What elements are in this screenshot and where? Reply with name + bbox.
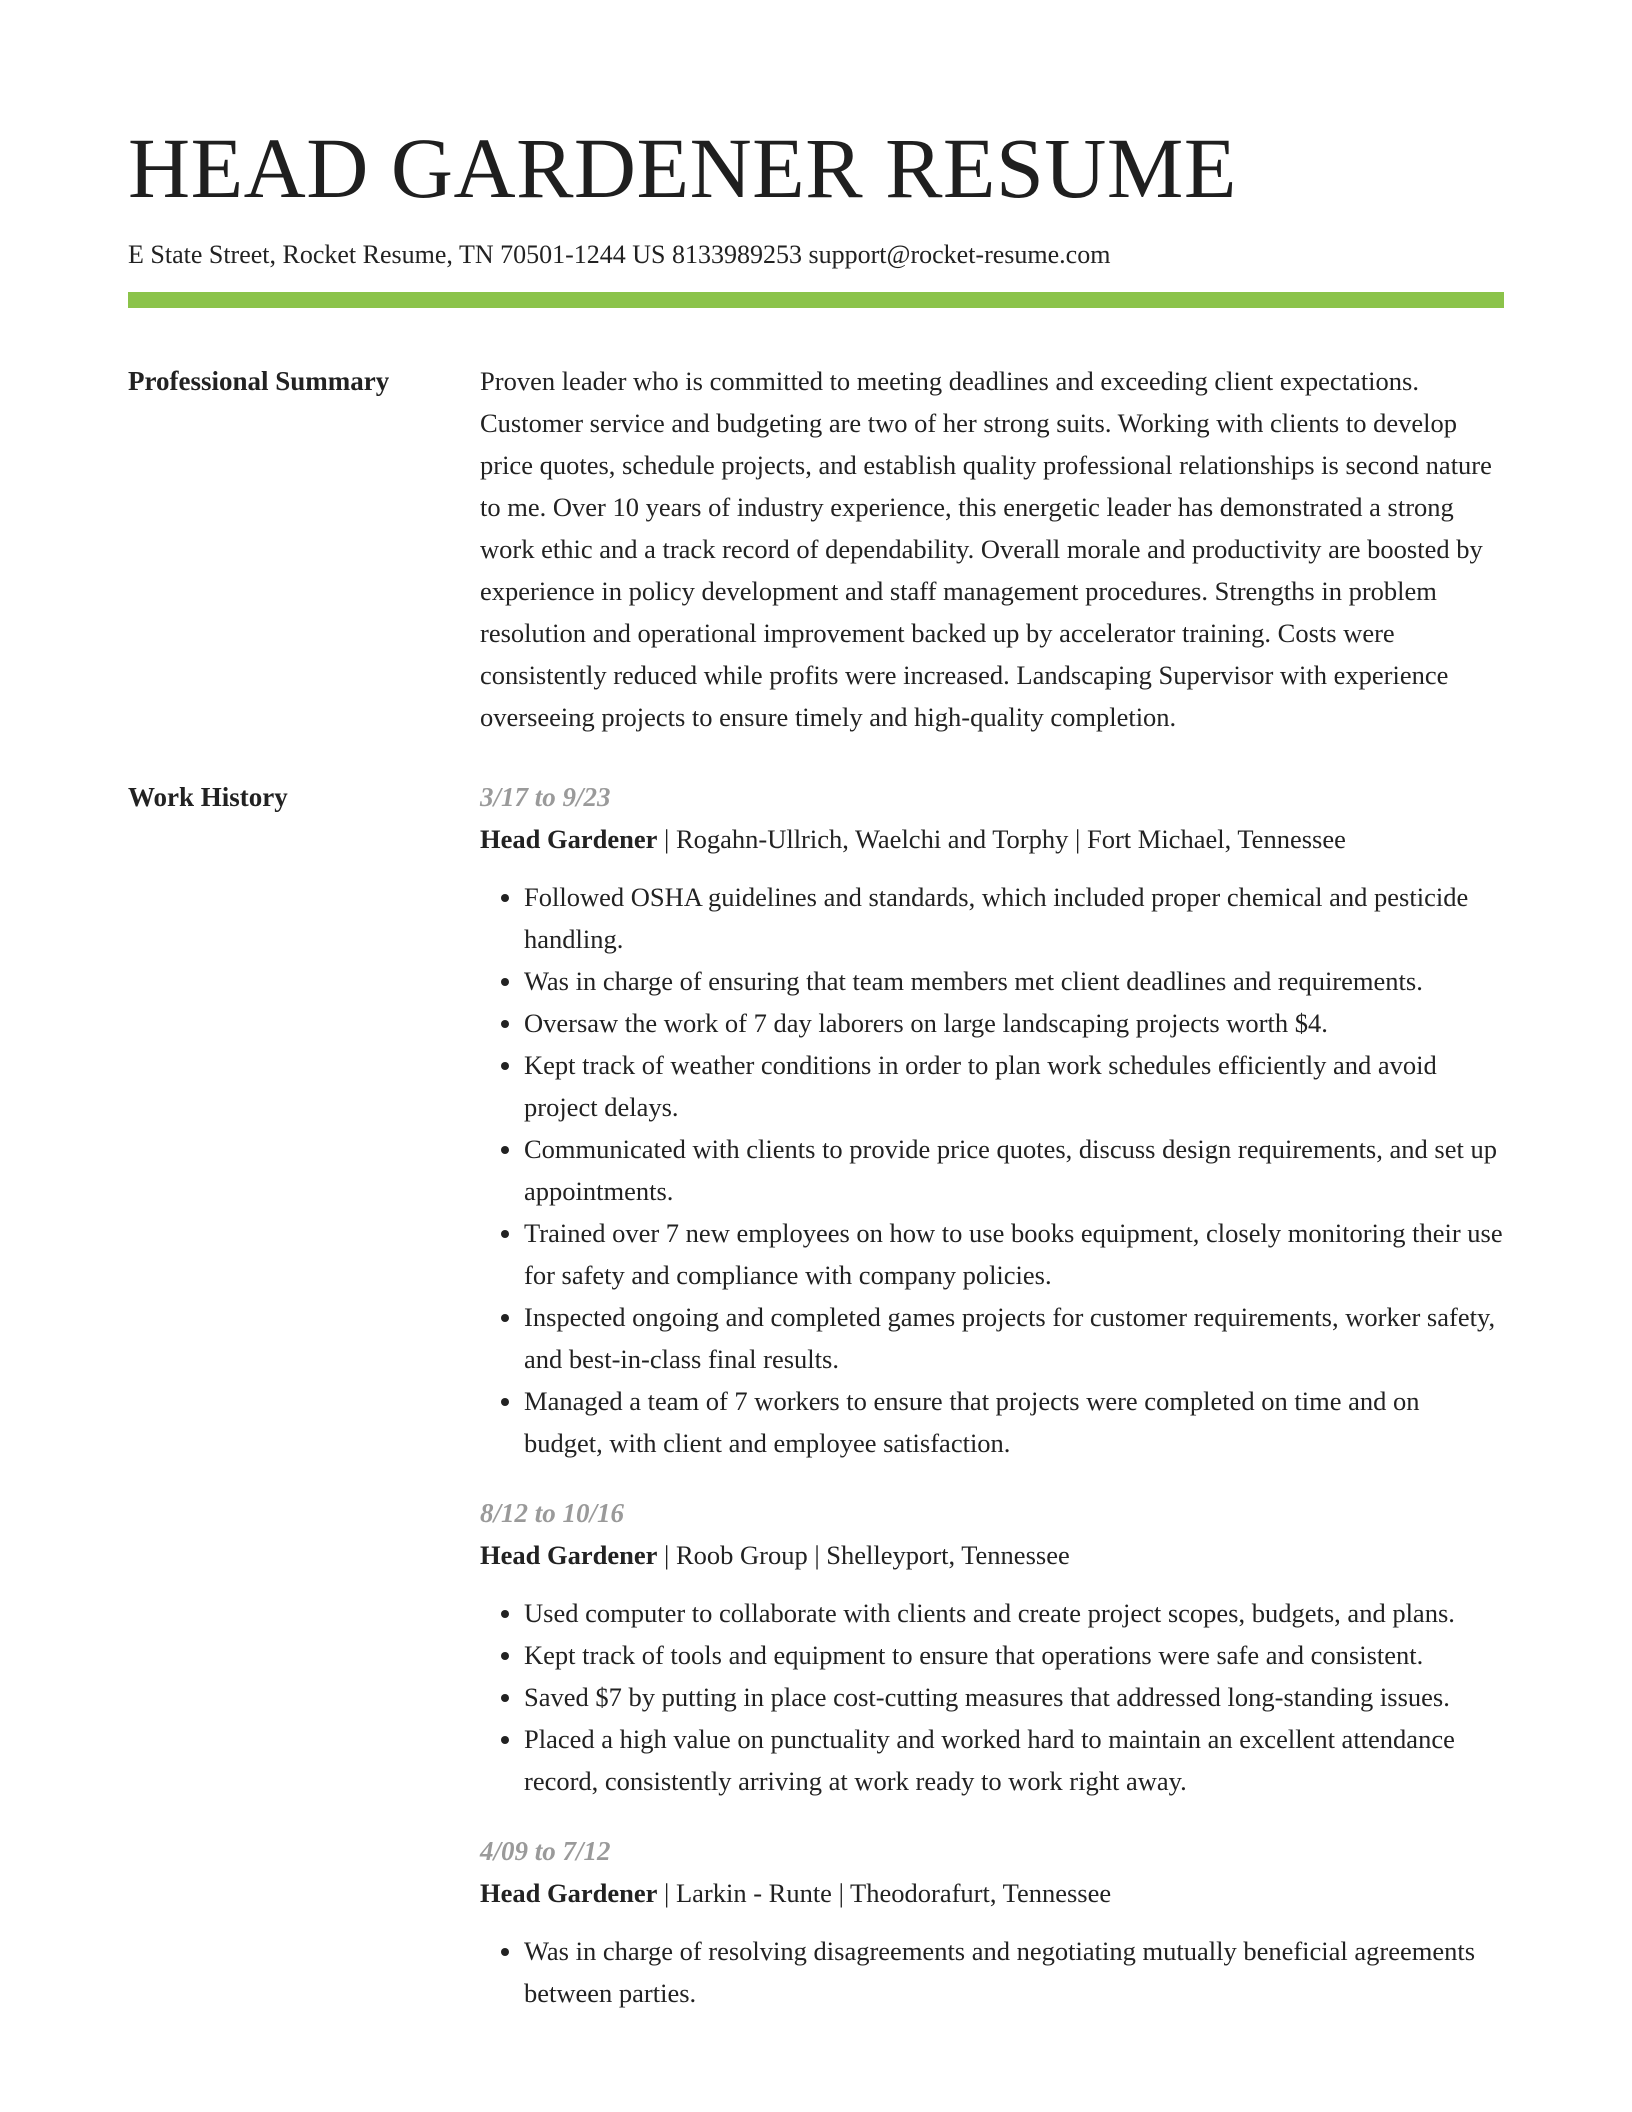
job-bullet-list (480, 1592, 1504, 1802)
job-separator: | (664, 1540, 670, 1570)
resume-title: HEAD GARDENER RESUME (128, 120, 1237, 216)
job-bullet: • Used computer to collaborate with clients and create project scopes, budgets, and plans. (524, 1592, 1504, 1634)
job-separator: | (838, 1878, 844, 1908)
job-bullet: • Kept track of tools and equipment to ensure that operations were safe and consistent. (524, 1634, 1504, 1676)
work-history-body (480, 776, 1504, 2014)
job-bullet: • Inspected ongoing and completed games projects for customer requirements, worker safety, and best-in-class final results. (524, 1296, 1504, 1380)
job-bullet: • Oversaw the work of 7 day laborers on large landscaping projects worth $4. (524, 1002, 1504, 1044)
section-label-work-history: Work History (128, 782, 288, 812)
job-company: Larkin - Runte (675, 1878, 832, 1908)
section-label-professional-summary: Professional Summary (128, 366, 390, 396)
job-bullet: • Followed OSHA guidelines and standards, which included proper chemical and pesticide handling. (524, 876, 1504, 960)
job-bullet: • Kept track of weather conditions in order to plan work schedules efficiently and avoid project delays. (524, 1044, 1504, 1128)
work-history-section (128, 776, 1504, 2014)
job-location: Theodorafurt, Tennessee (850, 1878, 1112, 1908)
job-bullet: • Saved $7 by putting in place cost-cutting measures that addressed long-standing issues. (524, 1676, 1504, 1718)
job-dates: 3/17 to 9/23 (480, 782, 611, 812)
professional-summary-body (480, 360, 1504, 738)
job-bullet: • Managed a team of 7 workers to ensure that projects were completed on time and on budget, with client and employee satisfaction. (524, 1380, 1504, 1464)
job-dates: 8/12 to 10/16 (480, 1498, 625, 1528)
job-entry (480, 1830, 1504, 2014)
job-bullet: • Trained over 7 new employees on how to use books equipment, closely monitoring their use for safety and compliance with company policies. (524, 1212, 1504, 1296)
job-entry (480, 776, 1504, 1464)
job-bullet: • Was in charge of resolving disagreements and negotiating mutually beneficial agreements between parties. (524, 1930, 1504, 2014)
job-separator: | (664, 1878, 670, 1908)
job-location: Shelleyport, Tennessee (826, 1540, 1070, 1570)
job-heading (480, 1534, 1504, 1576)
job-bullet-list (480, 876, 1504, 1464)
resume-page (128, 0, 1504, 2014)
contact-line (128, 238, 1504, 272)
job-company: Roob Group (675, 1540, 808, 1570)
contact-address: E State Street, Rocket Resume, TN 70501-1244 US (128, 240, 666, 269)
contact-email: support@rocket-resume.com (808, 240, 1111, 269)
job-title: Head Gardener (480, 824, 658, 854)
job-separator: | (664, 824, 670, 854)
job-heading (480, 818, 1504, 860)
job-entry (480, 1492, 1504, 1802)
job-bullet-list (480, 1930, 1504, 2014)
job-dates: 4/09 to 7/12 (480, 1836, 611, 1866)
professional-summary-section (128, 360, 1504, 738)
job-separator: | (814, 1540, 820, 1570)
job-bullet: • Was in charge of ensuring that team members met client deadlines and requirements. (524, 960, 1504, 1002)
contact-phone: 8133989253 (672, 240, 803, 269)
professional-summary-text: Proven leader who is committed to meeting deadlines and exceeding client expectations. Customer service and budgeting are two of her strong suits. Working with clients to develop price quotes, schedule projects, and establish quality professional relationships is second nature to me. Over 10 years of industry experience, this energetic leader has demonstrated a strong work ethic and a track record of dependability. Overall morale and productivity are boosted by experience in policy development and staff management procedures. Strengths in problem resolution and operational improvement backed up by accelerator training. Costs were consistently reduced while profits were increased. Landscaping Supervisor with experience overseeing projects to ensure timely and high-quality completion. (480, 366, 1492, 732)
job-separator: | (1075, 824, 1081, 854)
job-heading (480, 1872, 1504, 1914)
job-company: Rogahn-Ullrich, Waelchi and Torphy (675, 824, 1069, 854)
header-divider (128, 292, 1504, 308)
job-bullet: • Communicated with clients to provide price quotes, discuss design requirements, and set up appointments. (524, 1128, 1504, 1212)
job-title: Head Gardener (480, 1878, 658, 1908)
job-bullet: • Placed a high value on punctuality and worked hard to maintain an excellent attendance record, consistently arriving at work ready to work right away. (524, 1718, 1504, 1802)
job-location: Fort Michael, Tennessee (1086, 824, 1346, 854)
job-title: Head Gardener (480, 1540, 658, 1570)
